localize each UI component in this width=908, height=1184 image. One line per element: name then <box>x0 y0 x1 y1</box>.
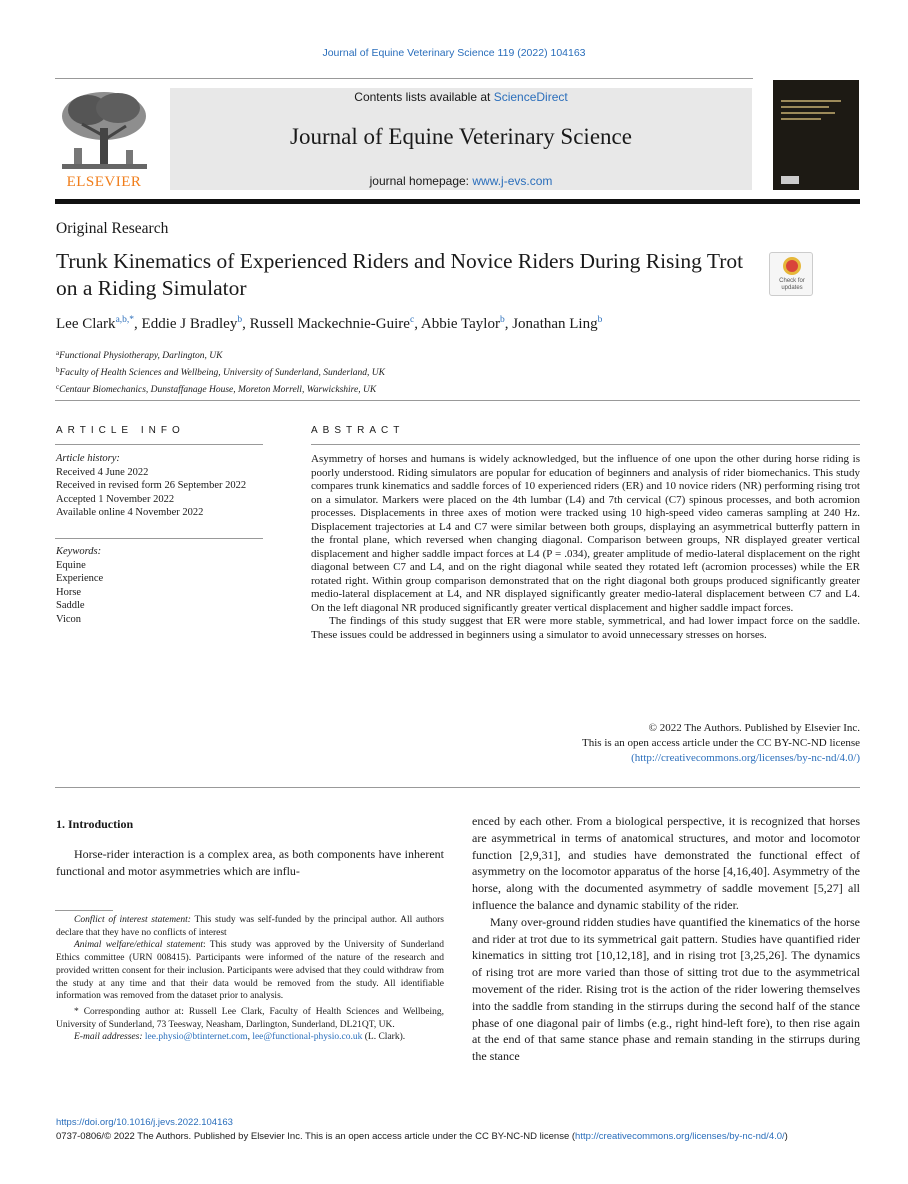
affiliation <box>56 380 385 397</box>
author-list <box>56 315 602 333</box>
article-history <box>56 452 261 520</box>
revised-date: Received in revised form 26 September 2022 <box>56 480 247 491</box>
author-name[interactable]: Lee Clark <box>56 316 116 332</box>
welfare-text: : This study was approved by the University of Sunderland Ethics committee (URN 008415). Participants were informed of the nature of the research and provided written consent for their inclusion. Participants were advised that they could withdraw from the study at any time and that their data would be removed from the study. All identifiable information was removed from the dataset prior to analysis. <box>56 940 444 1002</box>
affiliation-text: Functional Physiotherapy, Darlington, UK <box>59 351 223 361</box>
affiliation-divider <box>55 400 860 401</box>
conflict-label: Conflict of interest statement: <box>74 915 191 925</box>
author-name[interactable]: Russell Mackechnie-Guire <box>249 316 410 332</box>
author-separator: , <box>242 316 250 332</box>
keyword: Horse <box>56 586 82 598</box>
footnotes <box>56 914 444 1044</box>
author-affiliation-marker[interactable]: b <box>499 315 505 325</box>
body-paragraph-1: enced by each other. From a biological perspective, it is recognized that horses are asymmetrical in terms of anatomical structures, and motor and locomotor function [2,9,31], and studies have demonstrated the functional effect of asymmetry on the locomotor apparatus of the horse [4,16,40]. Asymmetry of the horse, along with the documented asymmetry of saddle movement [5,27] all influence the balance and dynamic stability of the rider. <box>472 814 860 912</box>
issn-line <box>56 1131 862 1142</box>
author-name[interactable]: Abbie Taylor <box>420 316 500 332</box>
article-info-divider <box>55 444 263 445</box>
abstract-heading: ABSTRACT <box>311 425 405 436</box>
keyword: Equine <box>56 559 86 571</box>
abstract-paragraph-1: Asymmetry of horses and humans is widely acknowledged, but the influence of one upon the other during horse riding is poorly understood. Riding simulators are popular for education of beginners and analysis of rider biomechanics. This study compares trunk kinematics and saddle forces of 10 experienced riders (ER) and 10 novice riders (NR) performing rising trot on a simulator. Markers were placed on the 4th lumbar (L4) and 7th cervical (C7) spinous processes, and both acromion processes. Displacements in three axes of motion were tracked using 10 high-speed video cameras sampling at 240 Hz. Displacement trajectories at L4 and C7 were similar between both groups, displaying an asymmetrical butterfly pattern in the frontal plane, which reversed when changing diagonal. Comparison between groups, NR displayed greater vertical displacement and higher saddle impact forces at L4 (P = .034), greater amplitude of medio-lateral displacement on the right diagonal between C7 and L4, and on the right diagonal while seated they rotated left (acromion processes) while the ER rotated right. Within group comparison demonstrated that on the right diagonal both groups produced significantly greater medio-lateral displacement at L4, and NR displayed significantly greater medio-lateral displacement between C7 and L4. On the left diagonal NR produced significantly greater vertical displacement and higher saddle impact forces. <box>311 453 860 614</box>
article-info-heading: ARTICLE INFO <box>56 425 185 436</box>
journal-citation[interactable]: Journal of Equine Veterinary Science 119 (2022) 104163 <box>322 47 586 59</box>
body-right-column <box>472 813 860 1065</box>
author-name[interactable]: Jonathan Ling <box>512 316 598 332</box>
header-thick-divider <box>55 199 860 204</box>
check-updates-label: Check for updates <box>779 278 805 291</box>
author-affiliation-marker[interactable]: b <box>237 315 243 325</box>
intro-paragraph: Horse-rider interaction is a complex area, as both components have inherent functional and motor asymmetries which are influ- <box>56 847 444 878</box>
keywords-block <box>56 545 103 626</box>
keyword: Experience <box>56 573 104 584</box>
body-paragraph-2: Many over-ground ridden studies have quantified the kinematics of the horse and rider at trot due to its symmetrical gait pattern. Studies have quantified rider kinematics in sitting trot [10,12,18], and in rising trot [3,25,26]. The dynamics of rising trot are more varied than those of sitting trot due to the asymmetrical movement of the rider. Rising trot is the action of the rider lowering themselves into the saddle from standing in the stirrups during the second half of the stance phase of one diagonal pair of limbs (e.g., right hind-left fore), to then rise again at the end of that same stance phase and remain standing in the stirrups during the stance <box>472 914 860 1064</box>
email-label: E-mail addresses: <box>74 1032 143 1043</box>
author-affiliation-marker[interactable]: c <box>409 315 415 325</box>
conflict-text: This study was self-funded by the principal author. All authors declare that they have no conflicts of interest <box>56 915 445 938</box>
sciencedirect-link[interactable]: ScienceDirect <box>493 90 568 104</box>
copyright-block <box>311 721 860 766</box>
email-footnote <box>56 1031 444 1044</box>
email-suffix: (L. Clark). <box>362 1032 406 1043</box>
journal-cover-thumbnail[interactable] <box>773 80 859 190</box>
accepted-date: Accepted 1 November 2022 <box>56 493 175 505</box>
affiliation <box>56 363 385 380</box>
affiliation-list <box>56 346 385 397</box>
contents-line <box>170 90 752 104</box>
keyword: Saddle <box>56 600 85 611</box>
issn-text: 0737-0806/© 2022 The Authors. Published by Elsevier Inc. This is an open access article under the CC BY-NC-ND license ( <box>56 1131 576 1142</box>
tree-icon <box>52 88 157 176</box>
section-heading-introduction: 1. Introduction <box>56 817 134 831</box>
check-updates-icon <box>783 257 801 275</box>
affiliation-marker: a <box>56 349 60 357</box>
welfare-footnote <box>56 939 444 1003</box>
license-line: This is an open access article under the CC BY-NC-ND license <box>582 737 860 749</box>
issn-close: ) <box>784 1131 788 1142</box>
homepage-prefix: journal homepage: <box>369 174 473 188</box>
author-separator: , <box>504 316 513 332</box>
footnote-divider <box>55 910 113 911</box>
copyright-line: © 2022 The Authors. Published by Elsevier Inc. <box>648 722 860 734</box>
body-divider <box>55 787 860 788</box>
article-type: Original Research <box>56 220 169 237</box>
author-separator: , <box>414 316 421 332</box>
email-separator: , <box>247 1032 253 1043</box>
received-date: Received 4 June 2022 <box>56 466 149 478</box>
affiliation <box>56 346 385 363</box>
article-title: Trunk Kinematics of Experienced Riders and Novice Riders During Rising Trot on a Riding Simulator <box>56 249 744 300</box>
history-heading: Article history: <box>56 453 120 464</box>
author-affiliation-marker[interactable]: b <box>597 315 603 325</box>
check-for-updates-button[interactable] <box>769 252 813 296</box>
journal-homepage-link[interactable]: www.j-evs.com <box>472 174 553 188</box>
welfare-label: Animal welfare/ethical statement <box>74 940 204 951</box>
author-separator: , <box>134 316 142 332</box>
doi-link[interactable]: https://doi.org/10.1016/j.jevs.2022.104163 <box>56 1117 233 1128</box>
keywords-divider <box>55 538 263 539</box>
abstract-body <box>311 453 860 642</box>
author-name[interactable]: Eddie J Bradley <box>141 316 238 332</box>
keyword: Vicon <box>56 613 82 625</box>
conflict-footnote <box>56 914 444 939</box>
affiliation-marker: b <box>56 366 60 374</box>
footer-license-link[interactable]: http://creativecommons.org/licenses/by-nc-nd/4.0/ <box>575 1131 785 1142</box>
license-link[interactable]: (http://creativecommons.org/licenses/by-nc-nd/4.0/) <box>631 752 860 764</box>
elsevier-wordmark: ELSEVIER <box>66 174 142 190</box>
contents-prefix: Contents lists available at <box>354 90 494 104</box>
top-divider <box>55 78 753 79</box>
abstract-divider <box>311 444 860 445</box>
journal-title: Journal of Equine Veterinary Science <box>290 124 632 149</box>
author-affiliation-marker[interactable]: a,b,* <box>115 315 135 325</box>
affiliation-text: Centaur Biomechanics, Dunstaffanage House, Moreton Morrell, Warwickshire, UK <box>59 385 377 395</box>
abstract-paragraph-2: The findings of this study suggest that ER were more stable, symmetrical, and had lower impact force on the saddle. These issues could be addressed in beginners using a simulator to avoid unnecessary stresses on horses. <box>311 615 860 641</box>
keywords-heading: Keywords: <box>56 546 102 557</box>
affiliation-text: Faculty of Health Sciences and Wellbeing, University of Sunderland, Sunderland, UK <box>59 368 385 378</box>
email-link-1[interactable]: lee.physio@btinternet.com <box>144 1032 248 1043</box>
journal-homepage-line <box>170 174 752 188</box>
email-link-2[interactable]: lee@functional-physio.co.uk <box>252 1032 363 1043</box>
affiliation-marker: c <box>56 383 60 391</box>
online-date: Available online 4 November 2022 <box>56 507 204 518</box>
corresponding-footnote: * Corresponding author at: Russell Lee Clark, Faculty of Health Sciences and Wellbeing, University of Sunderland, 73 Teesway, Neasham, Darlington, Sunderland, DL21QT, UK. <box>56 1006 444 1030</box>
